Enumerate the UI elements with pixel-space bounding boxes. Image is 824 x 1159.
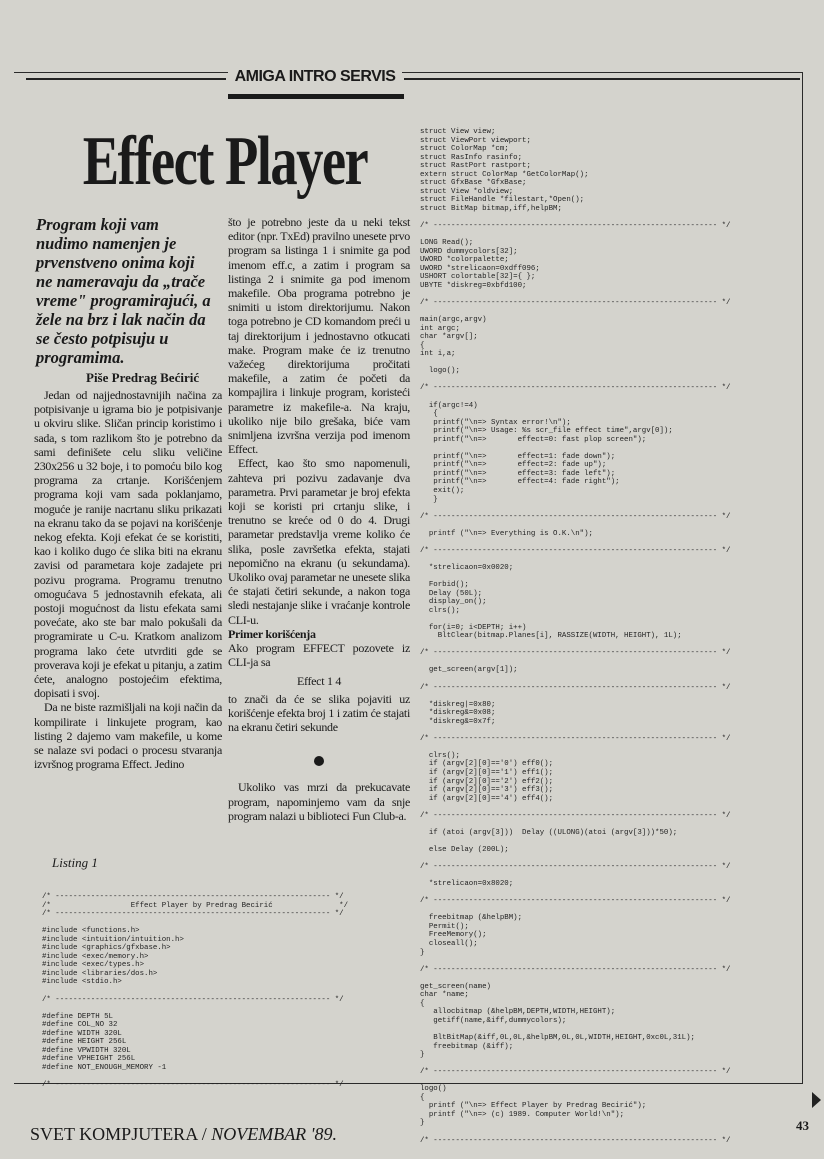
section-title: AMIGA INTRO SERVIS [228,62,402,92]
paragraph: Da ne biste razmišljali na koji način da kompilirate i linkujete program, kao listing 2 dajemo vam makefile, u kome se nalaze svi podaci o procesu stvaranja izvršnog programa Effect. Jedino [34,700,222,772]
paragraph: Ako program EFFECT pozovete iz CLI-ja sa [228,641,410,670]
listing-label: Listing 1 [52,855,98,870]
top-rule-right [404,78,800,80]
byline: Piše Predrag Bećirić [86,370,200,385]
body-column-1 [34,388,222,771]
footer-date: NOVEMBAR '89. [211,1124,338,1144]
footer-magazine: SVET KOMPJUTERA / [30,1124,207,1144]
paragraph: Jedan od najjednostavnijih načina za potpisivanje u igrama bio je potpisivanje u okviru slike. Sličan princip koristimo i sada, s tom razlikom što je potrebno da sami definišete celu sliku veličine 230x256 u 32 boje, i to pomoću bilo kog programa za crtanje. Korišćenjem programa koji vam sada poklanjamo, moguće je ranije nacrtanu sliku prikazati na ekranu tako da se pojavi na korišćenje nekog efekta. Koji efekat će se koristiti, kao i koliko dugo će slika biti na ekranu zavisi od parametara koje zadajete pri pozivu programa. Programu trenutno omogućava 5 jednostavnih efekata, ali postoji mogućnost da listu efekata sami povećate, ako ste bar malo pokušali da programirate u C-u. Kratkom analizom programa lako ćete utvrditi gde se proverava koji je efekat u pitanju, a zatim ćete, analogno postojećim efektima, dopisati i svoj. [34,388,222,701]
section-underline [228,94,404,99]
code-listing-right: struct View view; struct ViewPort viewport; struct ColorMap *cm; struct RasInfo rasinfo; struct RastPort rastport; extern struct ColorMap *GetColorMap(); struct GfxBase *GfxBase; struct View *oldview; struct FileHandle *filestart,*Open(); struct BitMap bitmap,iff,helpBM; /* ---------------------------------------------------------------- */ LONG Read(); UWORD dummycolors[32]; UWORD *colorpalette; UWORD *strelicaon=0xdff096; USHORT colortable[32]={ }; UBYTE *diskreg=0xbfd100; /* ---------------------------------------------------------------- */ main(argc,argv) int argc; char *argv[]; { int i,a; logo(); /* ---------------------------------------------------------------- */ if(argc!=4) { printf("\n=> Syntax error!\n"); printf("\n=> Usage: %s scr_file effect time",argv[0]); printf("\n=> effect=0: fast plop screen"); printf("\n=> effect=1: fade down"); printf("\n=> effect=2: fade up"); printf("\n=> effect=3: fade left"); printf("\n=> effect=4: fade right"); exit(); } /* ---------------------------------------------------------------- */ printf ("\n=> Everything is O.K.\n"); /* ---------------------------------------------------------------- */ *strelicaon=0x0020; Forbid(); Delay (50L); display_on(); clrs(); for(i=0; i<DEPTH; i++) BltClear(bitmap.Planes[i], RASSIZE(WIDTH, HEIGHT), 1L); /* ---------------------------------------------------------------- */ get_screen(argv[1]); /* ---------------------------------------------------------------- */ *diskreg|=0x80; *diskreg&=0x08; *diskreg&=0x7f; /* ---------------------------------------------------------------- */ clrs(); if (argv[2][0]=='0') eff0(); if (argv[2][0]=='1') eff1(); if (argv[2][0]=='2') eff2(); if (argv[2][0]=='3') eff3(); if (argv[2][0]=='4') eff4(); /* ---------------------------------------------------------------- */ if (atoi (argv[3])) Delay ((ULONG)(atoi (argv[3]))*50); else Delay (200L); /* ---------------------------------------------------------------- */ *strelicaon=0x8020; /* ---------------------------------------------------------------- */ freebitmap (&helpBM); Permit(); FreeMemory(); closeall(); } /* ---------------------------------------------------------------- */ get_screen(name) char *name; { allocbitmap (&helpBM,DEPTH,WIDTH,HEIGHT); getiff(name,&iff,dummycolors); BltBitMap(&iff,0L,0L,&helpBM,0L,0L,WIDTH,HEIGHT,0xc0L,31L); freebitmap (&iff); } /* ---------------------------------------------------------------- */ logo() { printf ("\n=> Effect Player by Predrag Becirić"); printf ("\n=> (c) 1989. Computer World!\n"); } /* ---------------------------------------------------------------- */ [420,128,731,1145]
paragraph: što je potrebno jeste da u neki tekst editor (npr. TxEd) pravilno unesete prvo program sa listinga 1 i snimite ga pod imenom eff.c, a zatim i program sa listinga 2 i snimite ga pod imenom makefile. Oba programa potrebno je snimiti u istom direktorijumu. Nakon toga potrebno je CD komandom preći u taj direktorijum i jednostavno otkucati make. Program make će iz trenutno važećeg direktorijuma pročitati makefile, a zatim će početi da kompajlira i linkuje program, koristeći parametre iz makefile-a. Na kraju, ukoliko nije bilo grešaka, biće vam snimljena izvršna verzija pod imenom Effect. [228,215,410,457]
page-arrow-icon [812,1092,821,1108]
page-number: 43 [796,1118,809,1133]
paragraph: to znači da će se slika pojaviti uz korišćenje efekta broj 1 i zatim će stajati na ekranu četiri sekunde [228,691,410,735]
article-title: Effect Player [82,123,368,200]
body-column-2 [228,215,410,823]
subheading: Primer korišćenja [228,626,316,641]
paragraph: Effect, kao što smo napomenuli, zahteva pri pozivu zadavanje dva parametra. Prvi parametar je broj efekta koji se koristi pri crtanju slike, i trenutno se kreće od 0 do 4. Drugi parametar predstavlja vreme koliko će slika, posle završetka efekta, stajati nepomično na ekranu (u sekundama). Ukoliko ovaj parametar ne unesete slika će stajati četiri sekunde, a nakon toga sledi nestajanje slike i vraćanje kontrole CLI-u. [228,456,410,627]
top-rule-left [26,78,226,80]
footer [30,1124,337,1145]
bullet-separator-icon [314,756,324,766]
paragraph: Ukoliko vas mrzi da prekucavate program, napominjemo vam da snje program nalazi u biblioteci Fun Club-a. [228,780,410,823]
code-listing-left: /* -------------------------------------------------------------- */ /* Effect Player by Predrag Becirić */ /* -------------------------------------------------------------- */ #include <functions.h> #include <intuition/intuition.h> #include <graphics/gfxbase.h> #include <exec/memory.h> #include <exec/types.h> #include <libraries/dos.h> #include <stdio.h> /* -------------------------------------------------------------- */ #define DEPTH 5L #define COL_NO 32 #define WIDTH 320L #define HEIGHT 256L #define VPWIDTH 320L #define VPHEIGHT 256L #define NOT_ENOUGH_MEMORY -1 /* -------------------------------------------------------------- */ [42,893,349,1090]
article-lead: Program koji vam nudimo namenjen je prvenstveno onima koji ne nameravaju da „trače vreme" programirajući, a žele na brz i lak način da se često potpisuju u programima. [36,215,211,367]
example-command: Effect 1 4 [296,673,342,688]
